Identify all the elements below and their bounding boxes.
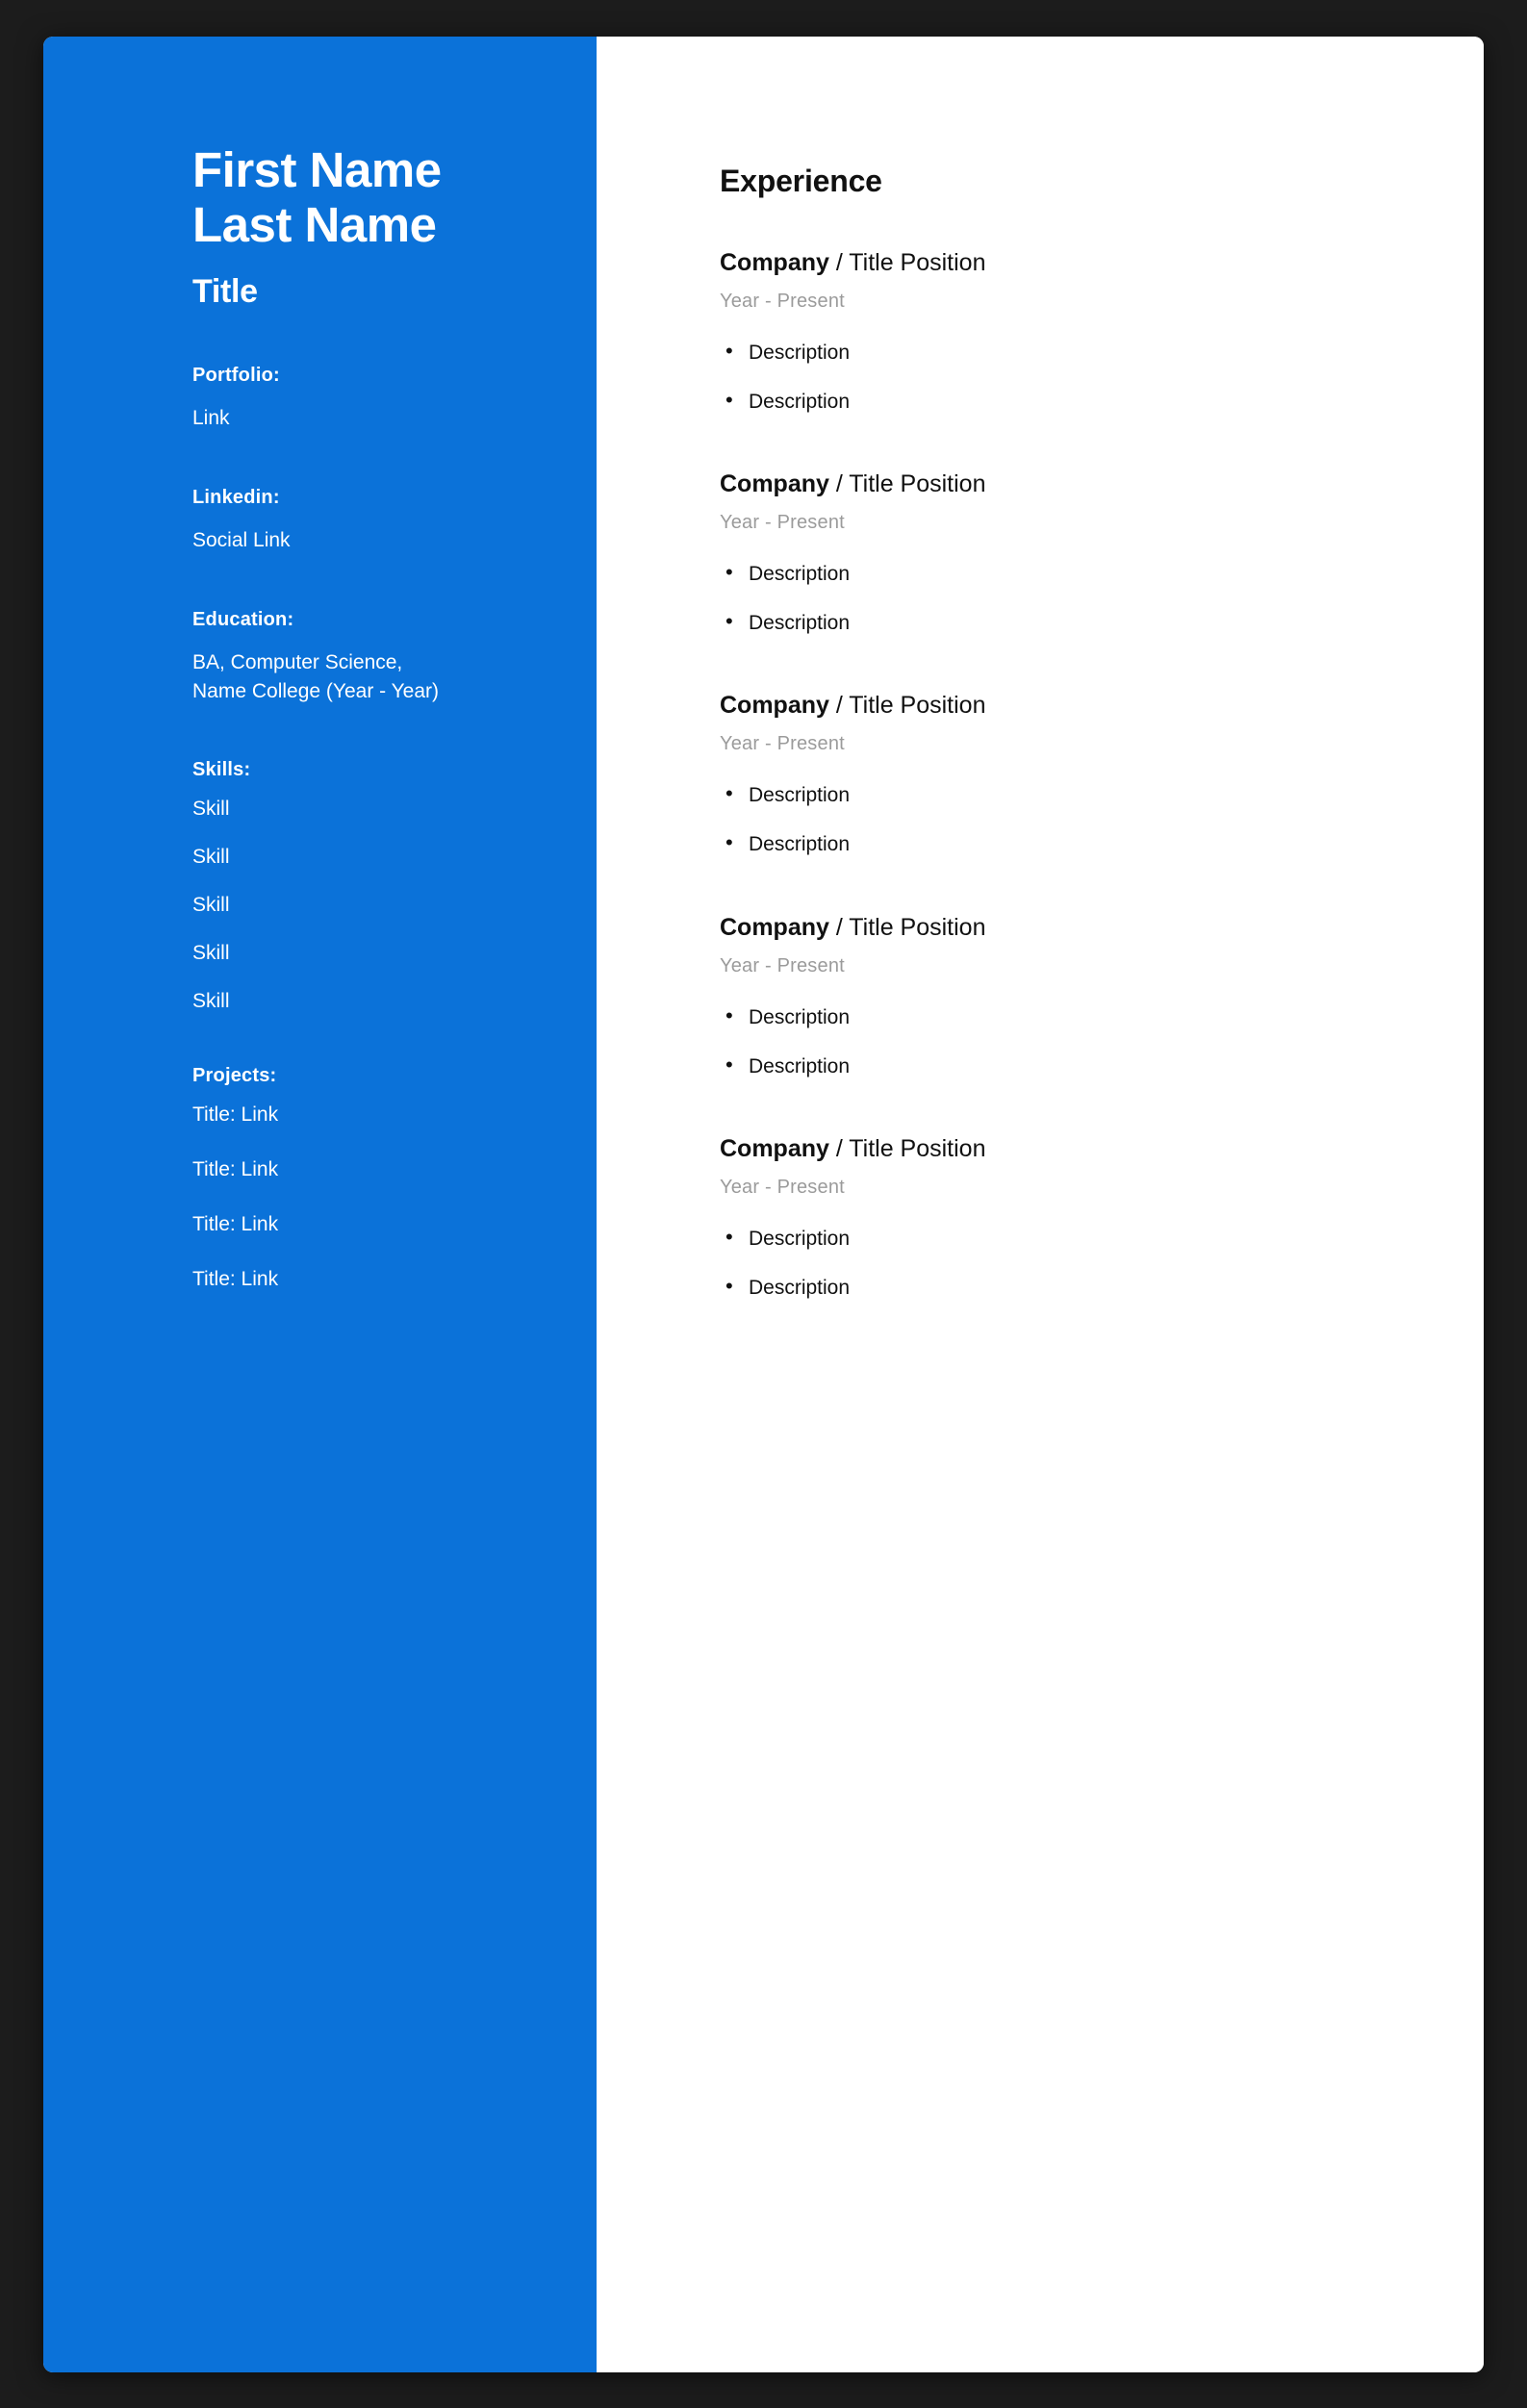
bullet-item: • Description	[720, 833, 1407, 855]
separator: /	[828, 1134, 850, 1162]
linkedin-block	[192, 487, 558, 555]
bullet-item: • Description	[720, 1277, 1407, 1299]
position-title: Title Position	[849, 1134, 986, 1162]
bullet-item: • Description	[720, 784, 1407, 806]
skills-label: Skills:	[192, 759, 251, 781]
linkedin-label: Linkedin:	[192, 487, 280, 509]
skill-item: Skill	[192, 942, 230, 965]
experience-dates: Year - Present	[720, 954, 845, 976]
skill-item: Skill	[192, 798, 230, 821]
company-name: Company	[720, 249, 829, 276]
company-name: Company	[720, 692, 829, 720]
last-name: Last Name	[192, 197, 437, 253]
experience-dates: Year - Present	[720, 1176, 845, 1198]
skill-item: Skill	[192, 894, 230, 917]
resume-page	[43, 37, 1484, 2372]
education-block	[192, 609, 558, 706]
bullet-item: • Description	[720, 1228, 1407, 1250]
separator: /	[828, 692, 850, 720]
experience-heading	[720, 692, 1407, 720]
separator: /	[828, 249, 850, 276]
experience-heading	[720, 1135, 1407, 1163]
portfolio-block	[192, 365, 558, 433]
experience-bullets	[720, 1006, 1407, 1077]
experience-entry	[720, 1135, 1407, 1299]
project-item[interactable]: Title: Link	[192, 1213, 279, 1236]
bullet-item: • Description	[720, 563, 1407, 585]
experience-entry	[720, 249, 1407, 413]
project-item[interactable]: Title: Link	[192, 1103, 279, 1127]
skill-item: Skill	[192, 990, 230, 1013]
headline-title: Title	[192, 273, 258, 311]
experience-entry	[720, 914, 1407, 1077]
experience-dates: Year - Present	[720, 733, 845, 755]
bullet-item: • Description	[720, 1055, 1407, 1077]
section-title-experience: Experience	[720, 164, 882, 198]
experience-heading	[720, 470, 1407, 498]
experience-dates: Year - Present	[720, 291, 845, 312]
linkedin-link[interactable]: Social Link	[192, 529, 291, 552]
portfolio-label: Portfolio:	[192, 365, 280, 387]
position-title: Title Position	[849, 913, 986, 941]
education-line-1: BA, Computer Science,	[192, 650, 403, 673]
bullet-item: • Description	[720, 1006, 1407, 1028]
position-title: Title Position	[849, 692, 986, 720]
experience-section	[597, 37, 1484, 2372]
education-label: Education:	[192, 608, 294, 630]
experience-heading	[720, 914, 1407, 942]
bullet-item: • Description	[720, 612, 1407, 634]
position-title: Title Position	[849, 249, 986, 276]
first-name: First Name	[192, 142, 442, 197]
experience-bullets	[720, 563, 1407, 634]
company-name: Company	[720, 1134, 829, 1162]
bullet-item: • Description	[720, 391, 1407, 413]
separator: /	[828, 470, 850, 498]
experience-entry	[720, 470, 1407, 634]
portfolio-link[interactable]: Link	[192, 407, 230, 430]
experience-bullets	[720, 342, 1407, 413]
company-name: Company	[720, 470, 829, 498]
experience-dates: Year - Present	[720, 512, 845, 534]
skill-item: Skill	[192, 846, 230, 869]
project-item[interactable]: Title: Link	[192, 1268, 279, 1291]
project-item[interactable]: Title: Link	[192, 1158, 279, 1181]
projects-block	[192, 1065, 558, 1289]
experience-entry	[720, 692, 1407, 855]
experience-bullets	[720, 784, 1407, 855]
experience-bullets	[720, 1228, 1407, 1299]
separator: /	[828, 913, 850, 941]
bullet-item: • Description	[720, 342, 1407, 364]
position-title: Title Position	[849, 470, 986, 498]
skills-block	[192, 759, 558, 1011]
projects-label: Projects:	[192, 1065, 277, 1087]
sidebar	[43, 37, 597, 2372]
education-line-2: Name College (Year - Year)	[192, 679, 440, 702]
experience-heading	[720, 249, 1407, 277]
company-name: Company	[720, 913, 829, 941]
